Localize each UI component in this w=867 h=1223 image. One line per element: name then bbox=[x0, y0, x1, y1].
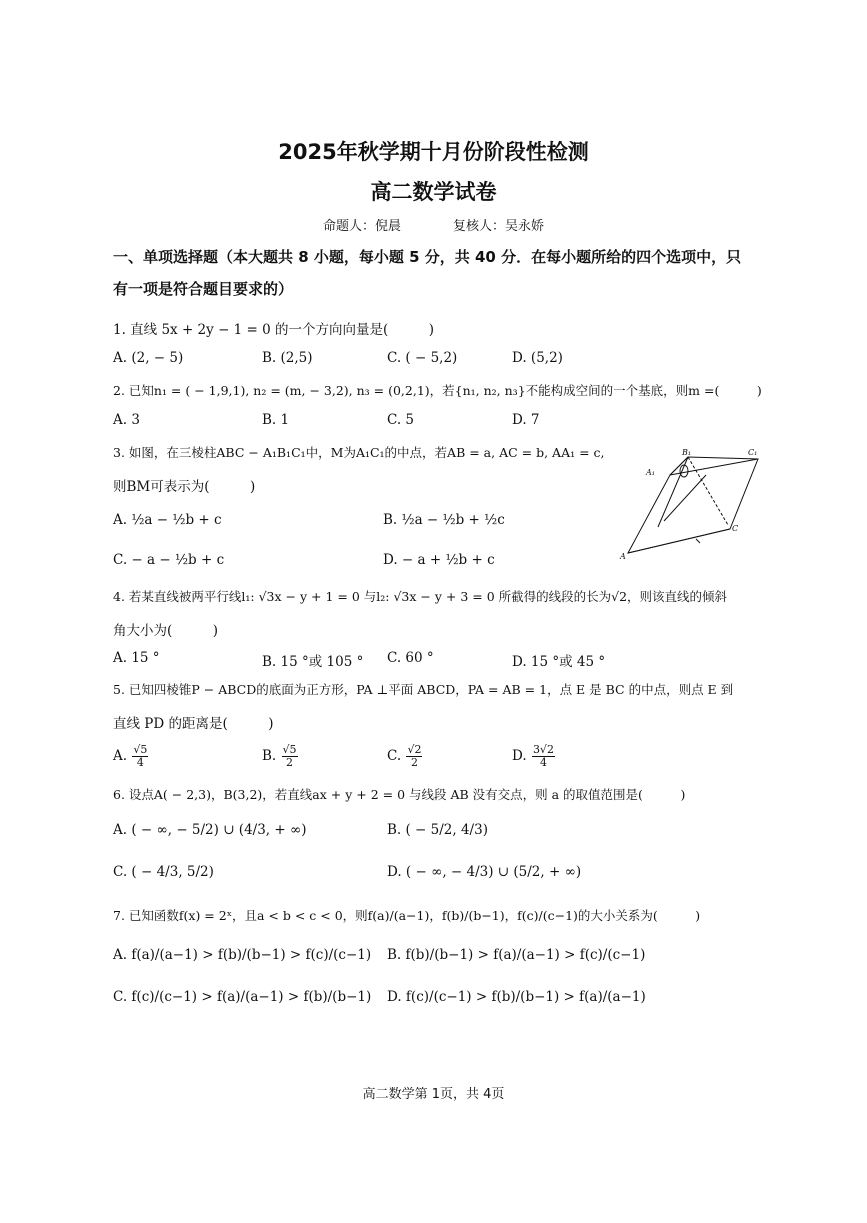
q7-option-c: C. f(c)/(c−1) > f(a)/(a−1) > f(b)/(b−1) bbox=[113, 989, 372, 1005]
question-3-stem-line2: 则BM可表示为( ) bbox=[113, 479, 256, 495]
question-3-stem-line1: 3. 如图，在三棱柱ABC − A₁B₁C₁中，M为A₁C₁的中点，若AB = a, AC = b, AA₁ = c, bbox=[113, 445, 605, 460]
q7-option-a: A. f(a)/(a−1) > f(b)/(b−1) > f(c)/(c−1) bbox=[113, 947, 372, 963]
section-title-line2: 有一项是符合题目要求的） bbox=[113, 280, 294, 298]
q4-option-d: D. 15 °或 45 ° bbox=[512, 654, 606, 670]
question-1-stem: 1. 直线 5x + 2y − 1 = 0 的一个方向向量是( ) bbox=[113, 322, 435, 338]
q4-option-b: B. 15 °或 105 ° bbox=[262, 654, 364, 670]
question-4-stem-line2: 角大小为( ) bbox=[113, 623, 219, 639]
q4-option-a: A. 15 ° bbox=[113, 650, 160, 666]
authors-line: 命题人：倪晨 复核人：吴永娇 bbox=[322, 219, 544, 234]
q2-option-a: A. 3 bbox=[113, 412, 140, 428]
q3-option-d: D. − a + ½b + c bbox=[383, 552, 495, 568]
q4-option-c: C. 60 ° bbox=[387, 650, 434, 666]
q5-option-b: B. $\frac{√5}{2}$ bbox=[262, 743, 297, 769]
q5-option-a: A. $\frac{√5}{4}$ bbox=[113, 743, 148, 769]
q5-option-d: D. $\frac{3√2}{4}$ bbox=[512, 743, 554, 769]
q1-option-c: C. ( − 5,2) bbox=[387, 350, 458, 366]
q3-option-b: B. ½a − ½b + ½c bbox=[383, 512, 505, 528]
label-b1: B₁ bbox=[682, 448, 692, 457]
question-6-stem: 6. 设点A( − 2,3)，B(3,2)，若直线ax + y + 2 = 0 与线段 AB 没有交点，则 a 的取值范围是( ) bbox=[113, 787, 686, 802]
label-a1: A₁ bbox=[646, 468, 655, 477]
question-4-stem-line1: 4. 若某直线被两平行线l₁: √3x − y + 1 = 0 与l₂: √3x − y + 3 = 0 所截得的线段的长为√2，则该直线的倾斜 bbox=[113, 589, 728, 604]
question-5-stem-line1: 5. 已知四棱锥P − ABCD的底面为正方形，PA ⊥平面 ABCD，PA = AB = 1，点 E 是 BC 的中点，则点 E 到 bbox=[113, 682, 734, 697]
exam-subtitle: 高二数学试卷 bbox=[370, 180, 497, 204]
q7-option-b: B. f(b)/(b−1) > f(a)/(a−1) > f(c)/(c−1) bbox=[387, 947, 646, 963]
label-c1: C₁ bbox=[748, 448, 758, 457]
q1-option-d: D. (5,2) bbox=[512, 350, 563, 366]
q5-option-c: C. $\frac{√2}{2}$ bbox=[387, 743, 422, 769]
q3-option-c: C. − a − ½b + c bbox=[113, 552, 225, 568]
q1-option-b: B. (2,5) bbox=[262, 350, 313, 366]
q2-option-b: B. 1 bbox=[262, 412, 290, 428]
q2-option-c: C. 5 bbox=[387, 412, 415, 428]
section-title-line1: 一、单项选择题（本大题共 8 小题，每小题 5 分，共 40 分．在每小题所给的四个选项中，只 bbox=[113, 248, 742, 266]
q2-option-d: D. 7 bbox=[512, 412, 540, 428]
question-7-stem: 7. 已知函数f(x) = 2ˣ，且a < b < c < 0，则f(a)/(a−1)，f(b)/(b−1)，f(c)/(c−1)的大小关系为( ) bbox=[113, 908, 701, 923]
q6-option-c: C. ( − 4/3, 5/2) bbox=[113, 864, 214, 880]
triangular-prism-figure bbox=[618, 445, 763, 565]
page-footer: 高二数学第 1页，共 4页 bbox=[362, 1087, 505, 1102]
question-5-stem-line2: 直线 PD 的距离是( ) bbox=[113, 716, 274, 732]
q3-option-a: A. ½a − ½b + c bbox=[113, 512, 222, 528]
q7-option-d: D. f(c)/(c−1) > f(b)/(b−1) > f(a)/(a−1) bbox=[387, 989, 646, 1005]
question-2-stem: 2. 已知n₁ = ( − 1,9,1), n₂ = (m, − 3,2), n₃ = (0,2,1)，若{n₁, n₂, n₃}不能构成空间的一个基底，则m =( ) bbox=[113, 383, 762, 398]
q6-option-b: B. ( − 5/2, 4/3) bbox=[387, 822, 488, 838]
q1-option-a: A. (2, − 5) bbox=[113, 350, 184, 366]
label-c: C bbox=[732, 524, 739, 533]
q6-option-a: A. ( − ∞, − 5/2) ∪ (4/3, + ∞) bbox=[113, 822, 307, 838]
exam-title: 2025年秋学期十月份阶段性检测 bbox=[278, 140, 589, 164]
q6-option-d: D. ( − ∞, − 4/3) ∪ (5/2, + ∞) bbox=[387, 864, 582, 880]
label-a: A bbox=[620, 552, 626, 561]
